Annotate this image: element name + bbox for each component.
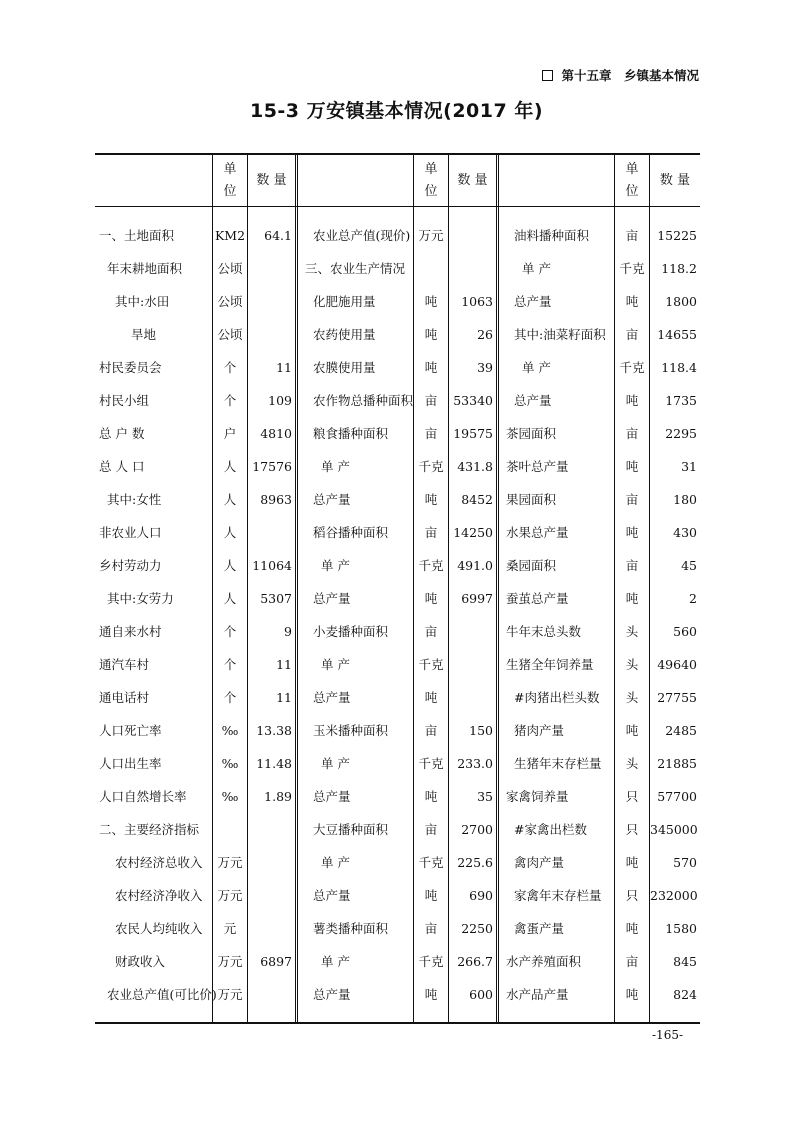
table-row xyxy=(95,384,700,417)
quantity-cell: 1580 xyxy=(665,921,697,936)
quantity-cell: 35 xyxy=(477,789,493,804)
unit-cell: 头 xyxy=(625,690,639,705)
unit-cell: KM2 xyxy=(214,228,246,243)
unit-cell: 吨 xyxy=(424,888,438,903)
quantity-cell: 1800 xyxy=(665,294,697,309)
quantity-cell xyxy=(449,681,493,714)
quantity-cell: 1.89 xyxy=(264,789,292,804)
quantity-cell: 431.8 xyxy=(457,459,493,474)
item-label: 单 产 xyxy=(522,360,551,375)
quantity-cell: 17576 xyxy=(252,459,292,474)
item-label: 小麦播种面积 xyxy=(313,624,389,639)
item-label: 单 产 xyxy=(321,558,350,573)
unit-cell: 吨 xyxy=(625,723,639,738)
header-unit xyxy=(213,155,247,206)
item-label: 总产量 xyxy=(313,591,351,606)
quantity-cell: 13.38 xyxy=(256,723,292,738)
quantity-cell: 118.2 xyxy=(661,261,697,276)
item-label: 总产量 xyxy=(313,888,351,903)
unit-cell: 吨 xyxy=(424,360,438,375)
table-row xyxy=(95,318,700,351)
chapter-header xyxy=(542,66,699,84)
quantity-cell xyxy=(248,912,292,945)
item-label: 生猪年末存栏量 xyxy=(514,756,602,771)
item-label: 农作物总播种面积 xyxy=(313,393,414,408)
quantity-cell: 64.1 xyxy=(264,228,292,243)
quantity-cell: 6897 xyxy=(260,954,292,969)
item-label: 村民委员会 xyxy=(99,360,162,375)
quantity-cell: 11064 xyxy=(252,558,292,573)
unit-cell: 万元 xyxy=(217,954,243,969)
quantity-cell xyxy=(449,648,493,681)
unit-cell: 吨 xyxy=(424,789,438,804)
unit-cell: 吨 xyxy=(625,855,639,870)
item-label: 玉米播种面积 xyxy=(313,723,389,738)
unit-cell: 只 xyxy=(625,888,639,903)
table-row xyxy=(95,219,700,252)
item-label: 单 产 xyxy=(321,459,350,474)
unit-cell: 人 xyxy=(223,492,237,507)
unit-cell: ‰ xyxy=(221,723,239,738)
item-label: 单 产 xyxy=(321,756,350,771)
item-label: 水产养殖面积 xyxy=(506,954,582,969)
table-bottom-rule xyxy=(95,1022,700,1024)
unit-cell: 千克 xyxy=(418,657,444,672)
item-label: 人口自然增长率 xyxy=(99,789,187,804)
item-label: 非农业人口 xyxy=(99,525,162,540)
quantity-cell: 266.7 xyxy=(457,954,493,969)
item-label: #肉猪出栏头数 xyxy=(514,690,600,705)
unit-cell: 吨 xyxy=(625,294,639,309)
table-row xyxy=(95,681,700,714)
unit-cell: 亩 xyxy=(625,492,639,507)
unit-cell: 亩 xyxy=(625,228,639,243)
quantity-cell: 2485 xyxy=(665,723,697,738)
unit-cell: 千克 xyxy=(418,459,444,474)
item-label: 农药使用量 xyxy=(313,327,376,342)
header-qty xyxy=(248,155,295,206)
table-row xyxy=(95,912,700,945)
unit-cell: 亩 xyxy=(625,327,639,342)
table-row xyxy=(95,351,700,384)
item-label: 农村经济总收入 xyxy=(115,855,203,870)
item-label: #家禽出栏数 xyxy=(514,822,587,837)
header-qty-text: 数 量 xyxy=(256,172,287,188)
unit-cell: 万元 xyxy=(217,888,243,903)
table-row xyxy=(95,648,700,681)
data-table xyxy=(95,153,700,1024)
table-top-rule xyxy=(95,153,700,155)
unit-cell: 亩 xyxy=(424,921,438,936)
item-label: 财政收入 xyxy=(115,954,166,969)
quantity-cell: 31 xyxy=(681,459,697,474)
table-row xyxy=(95,285,700,318)
header-qty xyxy=(650,155,700,206)
chapter-label: 第十五章 乡镇基本情况 xyxy=(561,68,699,83)
table-row xyxy=(95,846,700,879)
unit-cell: 吨 xyxy=(625,393,639,408)
item-label: 单 产 xyxy=(321,954,350,969)
item-label: 粮食播种面积 xyxy=(313,426,389,441)
unit-cell: 个 xyxy=(223,393,237,408)
quantity-cell: 225.6 xyxy=(457,855,493,870)
quantity-cell xyxy=(449,252,493,285)
quantity-cell: 824 xyxy=(673,987,697,1002)
quantity-cell: 14250 xyxy=(453,525,493,540)
quantity-cell: 1063 xyxy=(461,294,493,309)
item-label: 生猪全年饲养量 xyxy=(506,657,594,672)
quantity-cell: 11 xyxy=(276,360,292,375)
quantity-cell: 8963 xyxy=(260,492,292,507)
item-label: 禽肉产量 xyxy=(514,855,565,870)
unit-cell: 吨 xyxy=(625,459,639,474)
unit-cell xyxy=(213,813,247,846)
item-label: 一、土地面积 xyxy=(99,228,175,243)
unit-cell: 只 xyxy=(625,789,639,804)
quantity-cell: 19575 xyxy=(453,426,493,441)
item-label: 单 产 xyxy=(522,261,551,276)
item-label: 茶叶总产量 xyxy=(506,459,569,474)
unit-cell: 人 xyxy=(223,591,237,606)
unit-cell: 千克 xyxy=(619,261,645,276)
unit-cell: 亩 xyxy=(424,525,438,540)
unit-cell: 亩 xyxy=(625,954,639,969)
unit-cell: 户 xyxy=(223,426,237,441)
quantity-cell: 150 xyxy=(469,723,493,738)
item-label: 总产量 xyxy=(313,690,351,705)
item-label: 其中:女劳力 xyxy=(107,591,174,606)
item-label: 油料播种面积 xyxy=(514,228,590,243)
table-row xyxy=(95,879,700,912)
item-label: 总产量 xyxy=(313,987,351,1002)
unit-cell: 公顷 xyxy=(217,294,243,309)
header-qty-text: 数 量 xyxy=(457,172,488,188)
unit-cell: 人 xyxy=(223,558,237,573)
item-label: 水产品产量 xyxy=(506,987,569,1002)
unit-cell: 吨 xyxy=(424,987,438,1002)
unit-cell: 亩 xyxy=(625,558,639,573)
quantity-cell: 11 xyxy=(276,657,292,672)
header-unit-text: 单 位 xyxy=(223,161,237,199)
item-label: 牛年末总头数 xyxy=(506,624,582,639)
quantity-cell xyxy=(248,978,292,1011)
item-label: 通电话村 xyxy=(99,690,150,705)
quantity-cell: 15225 xyxy=(657,228,697,243)
item-label: 单 产 xyxy=(321,855,350,870)
item-label: 水果总产量 xyxy=(506,525,569,540)
unit-cell: 亩 xyxy=(424,822,438,837)
unit-cell: 吨 xyxy=(424,327,438,342)
quantity-cell: 14655 xyxy=(657,327,697,342)
page-title: 15-3 万安镇基本情况(2017 年) xyxy=(249,100,544,122)
quantity-cell: 9 xyxy=(284,624,292,639)
item-label: 禽蛋产量 xyxy=(514,921,565,936)
quantity-cell xyxy=(248,285,292,318)
quantity-cell xyxy=(449,219,493,252)
table-row xyxy=(95,483,700,516)
unit-cell: 个 xyxy=(223,657,237,672)
unit-cell: 个 xyxy=(223,360,237,375)
unit-cell: 吨 xyxy=(625,987,639,1002)
quantity-cell: 2250 xyxy=(461,921,493,936)
unit-cell: 公顷 xyxy=(217,261,243,276)
item-label: 蚕茧总产量 xyxy=(506,591,569,606)
unit-cell: 公顷 xyxy=(217,327,243,342)
unit-cell: 千克 xyxy=(418,954,444,969)
unit-cell: 亩 xyxy=(424,426,438,441)
unit-cell: 个 xyxy=(223,624,237,639)
quantity-cell: 53340 xyxy=(453,393,493,408)
item-label: 通汽车村 xyxy=(99,657,150,672)
quantity-cell: 27755 xyxy=(657,690,697,705)
quantity-cell: 5307 xyxy=(260,591,292,606)
quantity-cell: 560 xyxy=(673,624,697,639)
table-row xyxy=(95,780,700,813)
table-row xyxy=(95,945,700,978)
item-label: 总 人 口 xyxy=(99,459,145,474)
quantity-cell: 6997 xyxy=(461,591,493,606)
table-row xyxy=(95,582,700,615)
quantity-cell: 430 xyxy=(673,525,697,540)
unit-cell: 吨 xyxy=(625,921,639,936)
quantity-cell: 11 xyxy=(276,690,292,705)
quantity-cell: 39 xyxy=(477,360,493,375)
item-label: 总 户 数 xyxy=(99,426,145,441)
item-label: 村民小组 xyxy=(99,393,150,408)
unit-cell: 吨 xyxy=(424,492,438,507)
table-row xyxy=(95,615,700,648)
quantity-cell xyxy=(248,318,292,351)
item-label: 单 产 xyxy=(321,657,350,672)
quantity-cell: 233.0 xyxy=(457,756,493,771)
quantity-cell: 690 xyxy=(469,888,493,903)
item-label: 大豆播种面积 xyxy=(313,822,389,837)
table-row xyxy=(95,747,700,780)
table-row xyxy=(95,549,700,582)
quantity-cell: 2700 xyxy=(461,822,493,837)
unit-cell: 人 xyxy=(223,525,237,540)
quantity-cell: 11.48 xyxy=(256,756,292,771)
unit-cell: 吨 xyxy=(424,294,438,309)
quantity-cell xyxy=(248,516,292,549)
item-label: 茶园面积 xyxy=(506,426,557,441)
quantity-cell: 26 xyxy=(477,327,493,342)
quantity-cell: 232000 xyxy=(650,888,698,903)
item-label: 其中:油菜籽面积 xyxy=(514,327,606,342)
unit-cell: 万元 xyxy=(217,987,243,1002)
item-label: 家禽饲养量 xyxy=(506,789,569,804)
table-row xyxy=(95,417,700,450)
item-label: 果园面积 xyxy=(506,492,557,507)
header-unit xyxy=(615,155,649,206)
item-label: 乡村劳动力 xyxy=(99,558,162,573)
quantity-cell: 8452 xyxy=(461,492,493,507)
header-qty-text: 数 量 xyxy=(659,172,691,188)
table-row xyxy=(95,252,700,285)
item-label: 农村经济净收入 xyxy=(115,888,203,903)
quantity-cell: 2295 xyxy=(665,426,697,441)
unit-cell: 人 xyxy=(223,459,237,474)
quantity-cell: 1735 xyxy=(665,393,697,408)
item-label: 薯类播种面积 xyxy=(313,921,389,936)
quantity-cell: 570 xyxy=(673,855,697,870)
square-icon xyxy=(542,70,553,81)
table-row xyxy=(95,714,700,747)
quantity-cell: 118.4 xyxy=(661,360,697,375)
quantity-cell xyxy=(248,813,292,846)
quantity-cell: 57700 xyxy=(657,789,697,804)
unit-cell: 吨 xyxy=(424,591,438,606)
item-label: 其中:水田 xyxy=(115,294,170,309)
quantity-cell: 4810 xyxy=(260,426,292,441)
item-label: 稻谷播种面积 xyxy=(313,525,389,540)
item-label: 猪肉产量 xyxy=(514,723,565,738)
unit-cell: 个 xyxy=(223,690,237,705)
unit-cell: 头 xyxy=(625,756,639,771)
quantity-cell: 2 xyxy=(689,591,697,606)
quantity-cell: 600 xyxy=(469,987,493,1002)
quantity-cell: 45 xyxy=(681,558,697,573)
item-label: 农膜使用量 xyxy=(313,360,376,375)
item-label: 年末耕地面积 xyxy=(107,261,183,276)
quantity-cell xyxy=(248,252,292,285)
unit-cell: 吨 xyxy=(625,591,639,606)
quantity-cell xyxy=(248,879,292,912)
quantity-cell: 345000 xyxy=(650,822,698,837)
unit-cell: 万元 xyxy=(217,855,243,870)
quantity-cell: 845 xyxy=(673,954,697,969)
item-label: 总产量 xyxy=(514,393,552,408)
table-header-rule xyxy=(95,206,700,207)
page-number: -165- xyxy=(652,1028,684,1042)
quantity-cell: 109 xyxy=(268,393,292,408)
table-row xyxy=(95,516,700,549)
unit-cell: 头 xyxy=(625,657,639,672)
item-label: 二、主要经济指标 xyxy=(99,822,200,837)
table-row xyxy=(95,813,700,846)
unit-cell: 亩 xyxy=(424,624,438,639)
unit-cell: 亩 xyxy=(625,426,639,441)
unit-cell: 吨 xyxy=(424,690,438,705)
unit-cell: 千克 xyxy=(418,855,444,870)
item-label: 旱地 xyxy=(131,327,157,342)
quantity-cell xyxy=(449,615,493,648)
item-label: 农业总产值(现价) xyxy=(313,228,411,243)
item-label: 人口死亡率 xyxy=(99,723,162,738)
unit-cell xyxy=(414,252,448,285)
table-row xyxy=(95,978,700,1011)
item-label: 其中:女性 xyxy=(107,492,162,507)
unit-cell: 吨 xyxy=(625,525,639,540)
quantity-cell: 491.0 xyxy=(457,558,493,573)
item-label: 总产量 xyxy=(514,294,552,309)
unit-cell: 亩 xyxy=(424,393,438,408)
unit-cell: 亩 xyxy=(424,723,438,738)
header-unit-text: 单 位 xyxy=(424,161,438,199)
header-qty xyxy=(449,155,496,206)
unit-cell: 元 xyxy=(223,921,237,936)
unit-cell: 头 xyxy=(625,624,639,639)
item-label: 人口出生率 xyxy=(99,756,162,771)
unit-cell: 千克 xyxy=(418,558,444,573)
unit-cell: ‰ xyxy=(221,756,239,771)
table-row xyxy=(95,450,700,483)
item-label: 家禽年末存栏量 xyxy=(514,888,602,903)
item-label: 总产量 xyxy=(313,492,351,507)
quantity-cell: 180 xyxy=(673,492,697,507)
header-unit-text: 单 位 xyxy=(625,161,639,199)
unit-cell: ‰ xyxy=(221,789,239,804)
quantity-cell: 49640 xyxy=(657,657,697,672)
item-label: 通自来水村 xyxy=(99,624,162,639)
unit-cell: 万元 xyxy=(418,228,444,243)
unit-cell: 只 xyxy=(625,822,639,837)
item-label: 总产量 xyxy=(313,789,351,804)
quantity-cell: 21885 xyxy=(657,756,697,771)
item-label: 化肥施用量 xyxy=(313,294,376,309)
item-label: 三、农业生产情况 xyxy=(305,261,406,276)
unit-cell: 千克 xyxy=(619,360,645,375)
item-label: 农业总产值(可比价) xyxy=(107,987,217,1002)
header-unit xyxy=(414,155,448,206)
item-label: 农民人均纯收入 xyxy=(115,921,203,936)
quantity-cell xyxy=(248,846,292,879)
unit-cell: 千克 xyxy=(418,756,444,771)
item-label: 桑园面积 xyxy=(506,558,557,573)
